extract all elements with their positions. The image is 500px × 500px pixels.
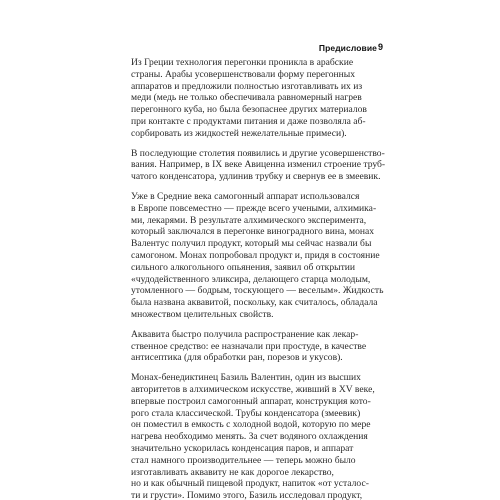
- text-line: «чудодейственного эликсира, делающего старца молодым,: [131, 273, 371, 285]
- text-line: Аквавита быстро получила распространение как лекар-: [131, 328, 359, 340]
- text-line: утомленного — бодрым, тоскующего — веселым». Жидкость: [131, 285, 384, 297]
- text-line: чатого конденсатора, удлинив трубку и свернув ее в змеевик.: [131, 171, 381, 183]
- text-line: ти и грусти». Помимо этого, Базиль исследовал продукт,: [131, 490, 363, 500]
- paragraph: [131, 147, 386, 183]
- text-line: множеством целительных свойств.: [131, 308, 274, 320]
- text-line: была названа аквавитой, поскольку, как считалось, обладала: [131, 297, 378, 309]
- text-line: значительно ускорилась конденсация паров, и аппарат: [131, 442, 354, 454]
- text-line: рого стала классической. Трубы конденсатора (змеевик): [131, 407, 361, 419]
- text-line: Из Греции технология перегонки проникла в арабские: [131, 57, 354, 68]
- paragraph: [131, 190, 384, 321]
- text-line: он поместил в емкость с холодной водой, которую по мере: [131, 419, 371, 431]
- text-line: аппаратов и предложили полностью изготавливать их из: [131, 80, 363, 92]
- page-number: 9: [377, 42, 383, 52]
- text-line: стал намного производительнее — теперь можно было: [131, 454, 356, 466]
- text-line: при контакте с продуктами питания и даже позволяла аб-: [131, 115, 366, 127]
- text-line: в Европе повсеместно — прежде всего учеными, алхимика-: [131, 202, 377, 214]
- text-line: нагрева необходимо менять. За счет водяного охлаждения: [131, 431, 368, 443]
- running-title: Предисловие: [318, 43, 377, 53]
- paragraph: [131, 372, 376, 500]
- text-line: Монах-бенедиктинец Базиль Валентин, один из высших: [131, 372, 361, 384]
- text-line: впервые построил самогонный аппарат, конструкция кото-: [131, 395, 371, 407]
- text-line: вания. Например, в IX веке Авиценна изменил строение труб-: [131, 159, 386, 171]
- text-line: сильного алкогольного опьянения, заявил об открытии: [131, 261, 356, 273]
- text-line: меди (медь не только обеспечивала равномерный нагрев: [131, 92, 362, 104]
- text-line: В последующие столетия появились и другие усовершенство-: [131, 147, 385, 159]
- text-line: изготавливать аквавиту не как дорогое лекарство,: [131, 466, 334, 478]
- text-line: ственное средство: ее назначали при простуде, в качестве: [131, 340, 367, 352]
- text-line: но и как обычный пищевой продукт, напиток «от усталос-: [131, 478, 369, 490]
- text-line: антисептика (для обработки ран, порезов и укусов).: [131, 352, 343, 364]
- text-line: Валентус получил продукт, который мы сейчас назвали бы: [131, 238, 372, 250]
- text-line: Уже в Средние века самогонный аппарат использовался: [131, 190, 360, 202]
- body-text: [131, 57, 386, 500]
- text-line: который заключался в перегонке виноградного вина, монах: [131, 226, 375, 238]
- text-line: страны. Арабы усовершенствовали форму перегонных: [131, 68, 356, 80]
- paragraph: [131, 57, 376, 140]
- text-line: перегонного куба, но была безопаснее других материалов: [131, 104, 367, 116]
- text-line: сорбировать из жидкостей нежелательные примеси).: [131, 127, 347, 139]
- paragraph: [131, 329, 376, 364]
- text-line: авторитетов в алхимическом искусстве, живший в XV веке,: [131, 383, 375, 395]
- text-line: ми, лекарями. В результате алхимического эксперимента,: [131, 214, 367, 226]
- text-line: самогоном. Монах попробовал продукт и, придя в состояние: [131, 249, 380, 261]
